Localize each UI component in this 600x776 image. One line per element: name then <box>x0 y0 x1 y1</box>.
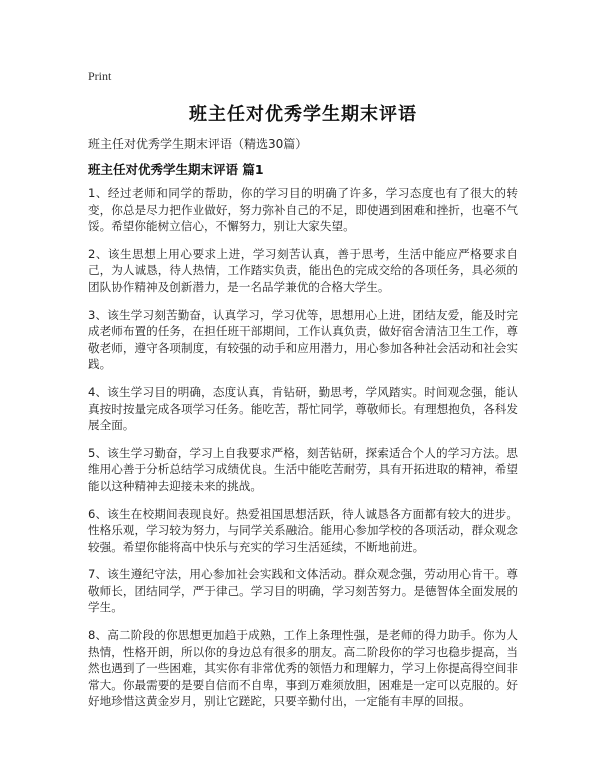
paragraph: 8、高二阶段的你思想更加趋于成熟，工作上条理性强，是老师的得力助手。你为人热情，性格开朗，所以你的身边总有很多的朋友。高二阶段你的学习也稳步提高，当然也遇到了一些困难，其实你有非常优秀的领悟力和理解力，学习上你提高得空间非常大。你最需要的是要自信而不自卑，事到万难须放胆，困难是一定可以克服的。好好地珍惜这黄金岁月，别让它蹉跎，只要辛勤付出，一定能有丰厚的回报。 <box>88 628 518 709</box>
paragraph: 6、该生在校期间表现良好。热爱祖国思想活跃，待人诚恳各方面都有较大的进步。性格乐观，学习较为努力，与同学关系融洽。能用心参加学校的各项活动，群众观念较强。希望你能将高中快乐与充实的学习生活延续，不断地前进。 <box>88 506 518 554</box>
document-subtitle: 班主任对优秀学生期末评语（精选30篇） <box>88 137 308 151</box>
print-label[interactable]: Print <box>88 69 112 83</box>
paragraph: 3、该生学习刻苦勤奋，认真学习，学习优等，思想用心上进，团结友爱，能及时完成老师布置的任务，在担任班干部期间，工作认真负责，做好宿舍清洁卫生工作，尊敬老师，遵守各项制度，有较强的动手和应用潜力，用心参加各种社会活动和社会实践。 <box>88 307 518 372</box>
section-heading: 班主任对优秀学生期末评语 篇1 <box>88 162 264 177</box>
paragraph: 1、经过老师和同学的帮助，你的学习目的明确了许多，学习态度也有了很大的转变，你总是尽力把作业做好，努力弥补自己的不足，即使遇到困难和挫折，也毫不气馁。希望你能树立信心，不懈努力，别让大家失望。 <box>88 186 518 234</box>
paragraph-list <box>88 185 518 721</box>
paragraph: 2、该生思想上用心要求上进，学习刻苦认真，善于思考，生活中能应严格要求自己，为人诚恳，待人热情，工作踏实负责，能出色的完成交给的各项任务，具必须的团队协作精神及创新潜力，是一名品学兼优的合格大学生。 <box>88 246 518 294</box>
paragraph: 5、该生学习勤奋，学习上自我要求严格，刻苦钻研，探索适合个人的学习方法。思维用心善于分析总结学习成绩优良。生活中能吃苦耐劳，具有开拓进取的精神，希望能以这种精神去迎接未来的挑战。 <box>88 445 518 493</box>
document-title: 班主任对优秀学生期末评语 <box>189 104 417 125</box>
paragraph: 4、该生学习目的明确，态度认真，肯钻研，勤思考，学风踏实。时间观念强，能认真按时按量完成各项学习任务。能吃苦，帮忙同学，尊敬师长。有理想抱负，各科发展全面。 <box>88 384 518 433</box>
paragraph: 7、该生遵纪守法，用心参加社会实践和文体活动。群众观念强，劳动用心肯干。尊敬师长，团结同学，严于律己。学习目的明确，学习刻苦努力。是德智体全面发展的学生。 <box>88 567 518 615</box>
